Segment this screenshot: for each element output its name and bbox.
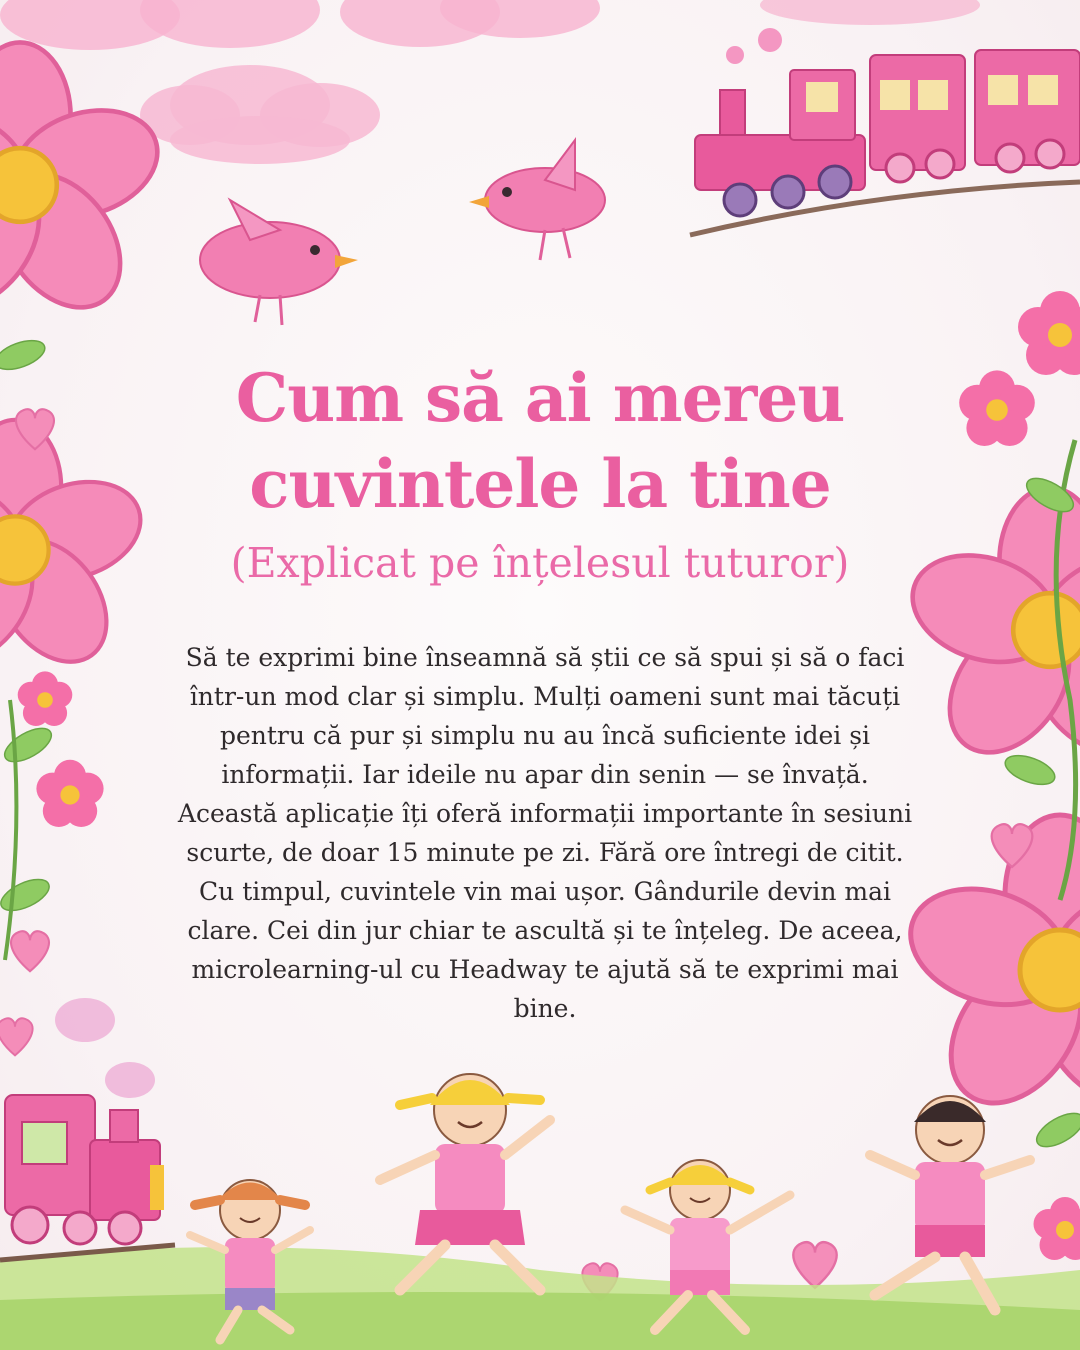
flower-icon bbox=[1018, 291, 1080, 375]
cloud-icon bbox=[0, 0, 980, 50]
cloud-icon bbox=[140, 65, 380, 164]
flower-icon bbox=[18, 671, 73, 726]
train-icon bbox=[690, 28, 1080, 235]
train-icon bbox=[0, 1095, 175, 1260]
body-paragraph: Să te exprimi bine înseamnă să știi ce să spui și să o faci într-un mod clar și simplu. Mulți oameni sunt mai tăcuți pentru că pur și simplu nu au încă suficiente idei și informații. Iar ideile nu apar din senin — se învață. Această aplicație îți oferă informații importante în sesiuni scurte, de doar 15 minute pe zi. Fără ore întregi de citit. Cu timpul, cuvintele vin mai ușor. Gândurile devin mai clare. Cei din jur chiar te ascultă și te înțeleg. De aceea, microlearning-ul cu Headway te ajută să te exprimi mai bine. bbox=[177, 643, 913, 1023]
flower-icon bbox=[1034, 1197, 1080, 1260]
bird-icon bbox=[200, 200, 358, 325]
title-line-2: cuvintele la tine bbox=[249, 445, 831, 523]
title-block bbox=[120, 355, 960, 591]
flower-icon bbox=[959, 370, 1035, 446]
flower-icon bbox=[0, 42, 171, 330]
flower-icon bbox=[36, 760, 103, 827]
cloud-icon bbox=[55, 998, 155, 1098]
flower-icon bbox=[896, 815, 1080, 1128]
title-line-1: Cum să ai mereu bbox=[235, 359, 845, 437]
subtitle: (Explicat pe înțelesul tuturor) bbox=[230, 539, 850, 587]
bird-icon bbox=[469, 140, 605, 260]
page-title bbox=[120, 355, 960, 527]
